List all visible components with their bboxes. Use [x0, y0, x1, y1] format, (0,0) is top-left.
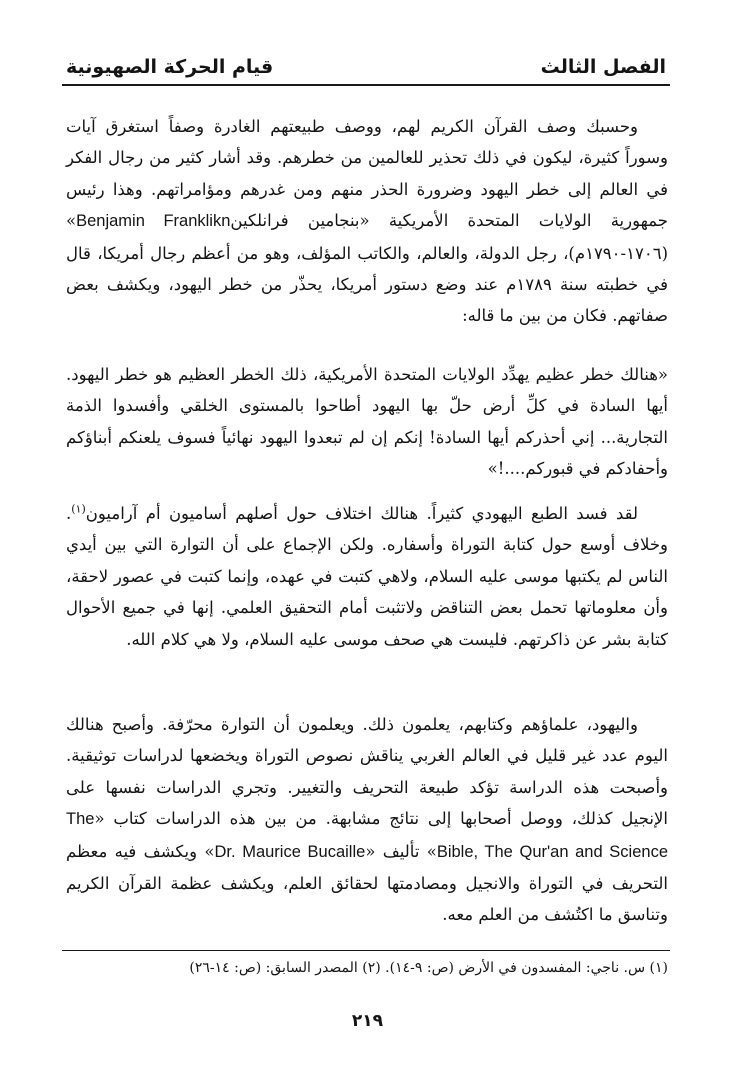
paragraph-3-text-b: . وخلاف أوسع حول كتابة التوراة وأسفاره. ولكن الإجماع على أن التوارة التي بين أيدي الناس لم يكتبها موسى عليه السلام، ولاهي كتبت في عهده، وإنما كتبت في عصور لاحقة، وأن معلوماتها تحمل بعض التناقض ولاتثبت أمام التحقيق العلمي. إنها في جميع الأحوال كتابة بشر عن ذاكرتهم. فليست هي صحف موسى عليه السلام، ولا هي كلام الله.	[66, 504, 668, 649]
paragraph-1-text-a: وحسبك وصف القرآن الكريم لهم، ووصف طبيعتهم الغادرة وصفاً استغرق آيات وسوراً كثيرة، ليكون في ذلك تحذير للعالمين من خطرهم. وقد أشار كثير من رجال الفكر في العالم إلى خطر اليهود وضرورة الحذر منهم ومن غدرهم ومؤامراتهم. وهذا رئيس جمهورية الولايات المتحدة الأمريكية «بنجامين فرانلكين	[66, 117, 668, 231]
paragraph-4-text-a: واليهود، علماؤهم وكتابهم، يعلمون ذلك. ويعلمون أن التوارة محرّفة. وأصبح هنالك اليوم عدد غير قليل في العالم الغربي يناقش نصوص التوراة ويخضعها لدراسات توثيقية. وأصبحت هذه الدراسة تؤكد طبيعة التحريف والتغيير. وتجري الدراسات نفسها على الإنجيل كذلك، ووصل أصحابها إلى نتائج مشابهة. من بين هذه الدراسات كتاب «	[66, 715, 668, 829]
paragraph-1	[66, 111, 668, 332]
paragraph-1-text-b: » (١٧٠٦-١٧٩٠م)، رجل الدولة، والعالم، والكاتب المؤلف، وهو من أعظم رجال أمريكا، قال في خطبته سنة ١٧٨٩م عند وضع دستور أمريكا، يحذّر من خطر اليهود، ويكشف بعض صفاتهم. فكان من بين ما قاله:	[66, 211, 668, 326]
paragraph-4-text-mid: » تأليف «	[365, 841, 437, 861]
paragraph-3-text-a: لقد فسد الطبع اليهودي كثيراً. هنالك اختلاف حول أصلهم أساميون أم آراميون	[85, 504, 638, 523]
paragraph-2-text: «هنالك خطر عظيم يهدِّد الولايات المتحدة الأمريكية، ذلك الخطر العظيم هو خطر اليهود. أيها السادة في كلِّ أرض حلّ بها اليهود أطاحوا بالمستوى الخلقي وأفسدوا الذمة التجارية... إني أحذركم أيها السادة! إنكم إن لم تبعدوا اليهود نهائياً فسوف يلعنكم أبناؤكم وأحفادكم في قبوركم....!»	[66, 365, 668, 479]
paragraph-2-quote	[66, 359, 668, 485]
footnote-reference: (١)	[71, 502, 86, 516]
running-header	[66, 50, 666, 84]
paragraph-4-text-b: » ويكشف فيه معظم التحريف في التوراة والانجيل ومصادمتها لحقائق العلم، ويكشف عظمة القرآن الكريم وتناسق ما اكتُشف من العلم معه.	[66, 841, 668, 925]
paragraph-3	[66, 498, 668, 655]
latin-author-name: Dr. Maurice Bucaille	[214, 842, 366, 861]
footnote: (١) س. ناجي: المفسدون في الأرض (ص: ٩-١٤). (٢) المصدر السابق: (ص: ١٤-٢٦)	[189, 960, 668, 976]
latin-book-title: The Bible, The Qur'an and Science	[66, 810, 668, 861]
paragraph-4	[66, 709, 668, 931]
header-divider	[62, 84, 670, 86]
footnote-divider	[62, 950, 670, 951]
page-number: ٢١٩	[351, 1011, 384, 1031]
book-title: قيام الحركة الصهيونية	[66, 56, 274, 78]
chapter-title: الفصل الثالث	[540, 56, 666, 78]
latin-name-franklin: Benjamin Franklikn	[76, 212, 231, 231]
